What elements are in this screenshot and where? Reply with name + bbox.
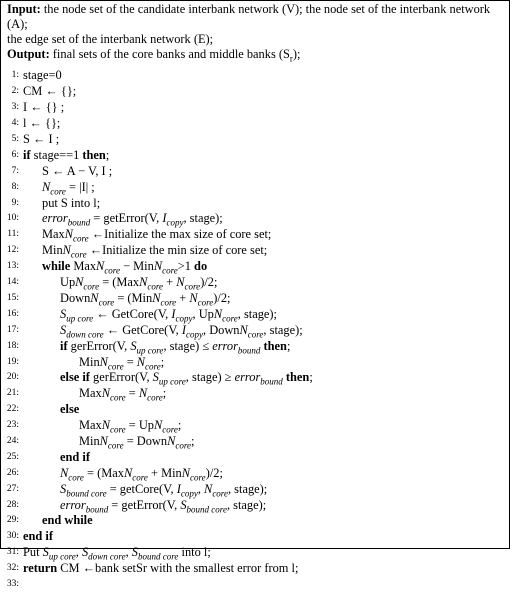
line-code: $S_{down core}$ ← GetCore(V, $I_{copy}$, DownN$_{core}$, stage); [60, 322, 303, 340]
line-number: 15: [6, 292, 19, 303]
algorithm-line [5, 370, 505, 386]
line-code: $S_{up core}$ ← GetCore(V, $I_{copy}$, UpN$_{core}$, stage); [60, 306, 278, 324]
line-number: 21: [6, 388, 19, 399]
output-text: final sets of the core banks and middle banks (S [49, 47, 290, 61]
line-code: $N_{core}$ = (MaxN$_{core}$ + MinN$_{core}$)/2; [60, 465, 223, 483]
line-code: Put $S_{up core}$, $S_{down core}$, $S_{bound core}$ into l; [23, 545, 211, 562]
line-code: return CM ←bank setSr with the smallest error from l; [23, 561, 299, 576]
line-code: MinN$_{core}$ = DownN$_{core}$; [79, 433, 195, 451]
algorithm-line [5, 307, 505, 323]
line-number: 23: [6, 420, 19, 431]
output-text-end: ); [292, 47, 301, 61]
line-code: else if gerError(V, $S_{up core}$, stage) ≥ error$_{bound}$ then; [60, 370, 313, 387]
line-code: CM ← {}; [23, 84, 77, 99]
algorithm-header [5, 2, 505, 66]
algorithm-lines [5, 68, 505, 592]
line-number: 2: [11, 86, 19, 97]
input-line [5, 2, 505, 32]
line-code: end while [42, 513, 93, 528]
line-number: 25: [6, 451, 19, 462]
line-code: UpN$_{core}$ = (MaxN$_{core}$ + $N_{core})/2$; [60, 275, 218, 292]
algorithm-line [5, 434, 505, 450]
algorithm-line [5, 577, 505, 593]
line-number: 20: [6, 372, 19, 383]
algorithm-line [5, 450, 505, 466]
output-line [5, 47, 505, 66]
algorithm-line [5, 196, 505, 212]
algorithm-line [5, 116, 505, 132]
line-code: MaxN$_{core}$ = UpN$_{core}$; [79, 418, 182, 435]
algorithm-line [5, 386, 505, 402]
input-text: the node set of the candidate interbank network (V); the node set of the interbank network (A); [7, 2, 491, 31]
line-number: 5: [11, 134, 19, 145]
output-subscript: r [289, 53, 293, 64]
line-code: end if [60, 449, 90, 464]
line-number: 27: [6, 483, 19, 494]
line-number: 22: [6, 404, 19, 415]
algorithm-line [5, 132, 505, 148]
line-number: 10: [6, 213, 19, 224]
line-code: while MaxN$_{core}$ − MinN$_{core}$>1 do [42, 259, 208, 276]
algorithm-line [5, 402, 505, 418]
line-code: MaxN$_{core}$ = $N_{core}$; [79, 386, 167, 403]
line-number: 1: [11, 70, 19, 81]
algorithm-line [5, 68, 505, 84]
line-code: S ← I ; [23, 132, 60, 147]
line-code: error$_{bound}$ = getError(V, $I_{copy}$, stage); [42, 211, 223, 228]
algorithm-line [5, 148, 505, 164]
line-number: 6: [11, 149, 19, 160]
algorithm-line [5, 339, 505, 355]
algorithm-line [5, 355, 505, 371]
algorithm-line [5, 291, 505, 307]
algorithm-line [5, 323, 505, 339]
line-code: $N_{core} = |I|$ ; [42, 179, 95, 197]
line-code: if stage==1 then; [23, 147, 110, 162]
line-code: MinN$_{core}$ ←Initialize the min size of core set; [42, 243, 268, 260]
line-number: 32: [6, 563, 19, 574]
line-number: 9: [11, 197, 19, 208]
line-number: 12: [6, 245, 19, 256]
line-number: 30: [6, 531, 19, 542]
algorithm-line [5, 513, 505, 529]
algorithm-line [5, 100, 505, 116]
algorithm-line [5, 466, 505, 482]
line-code: stage=0 [23, 68, 62, 83]
line-number: 16: [6, 308, 19, 319]
algorithm-line [5, 529, 505, 545]
algorithm-line [5, 545, 505, 561]
line-code: I ← {} ; [23, 100, 65, 115]
algorithm-line [5, 275, 505, 291]
line-number: 26: [6, 467, 19, 478]
algorithm-line [5, 498, 505, 514]
line-code: MinN$_{core}$ = $N_{core}$; [79, 354, 165, 371]
line-number: 19: [6, 356, 19, 367]
algorithm-line [5, 243, 505, 259]
line-number: 24: [6, 435, 19, 446]
line-code: error$_{bound}$ = getError(V, $S_{bound core}$, stage); [60, 497, 267, 514]
line-code: $S_{bound core}$ = getCore(V, $I_{copy}$, $N_{core}$, stage); [60, 481, 268, 499]
algorithm-line [5, 259, 505, 275]
line-code: l ← {}; [23, 116, 61, 131]
line-number: 3: [11, 102, 19, 113]
algorithm-line [5, 164, 505, 180]
line-code: if gerError(V, $S_{up core}$, stage) ≤ error$_{bound}$ then; [60, 338, 291, 356]
line-number: 13: [6, 261, 19, 272]
input-line-continued [5, 32, 505, 47]
line-code: else [60, 402, 80, 417]
line-number: 4: [11, 118, 19, 129]
output-label: Output: [7, 47, 50, 61]
line-code: S ← A − V, I ; [42, 163, 113, 178]
line-number: 33: [6, 578, 19, 589]
algorithm-line [5, 211, 505, 227]
line-number: 18: [6, 340, 19, 351]
line-number: 11: [7, 229, 19, 240]
line-number: 29: [6, 515, 19, 526]
line-number: 8: [11, 181, 19, 192]
line-code: end if [23, 529, 53, 544]
line-code: MaxN$_{core}$ ←Initialize the max size of core set; [42, 227, 272, 244]
line-number: 17: [6, 324, 19, 335]
algorithm-line [5, 418, 505, 434]
input-label: Input: [7, 2, 41, 16]
algorithm-line [5, 227, 505, 243]
line-code: put S into l; [42, 195, 101, 210]
line-number: 7: [11, 165, 19, 176]
line-number: 28: [6, 499, 19, 510]
input-text-2: the edge set of the interbank network (E); [7, 32, 214, 46]
algorithm-line [5, 180, 505, 196]
line-number: 31: [6, 547, 19, 558]
line-number: 14: [6, 277, 19, 288]
line-code: DownN$_{core}$ = (MinN$_{core}$ + $N_{core})/2$; [60, 290, 231, 308]
algorithm-line [5, 561, 505, 577]
algorithm-line [5, 482, 505, 498]
algorithm-line [5, 84, 505, 100]
